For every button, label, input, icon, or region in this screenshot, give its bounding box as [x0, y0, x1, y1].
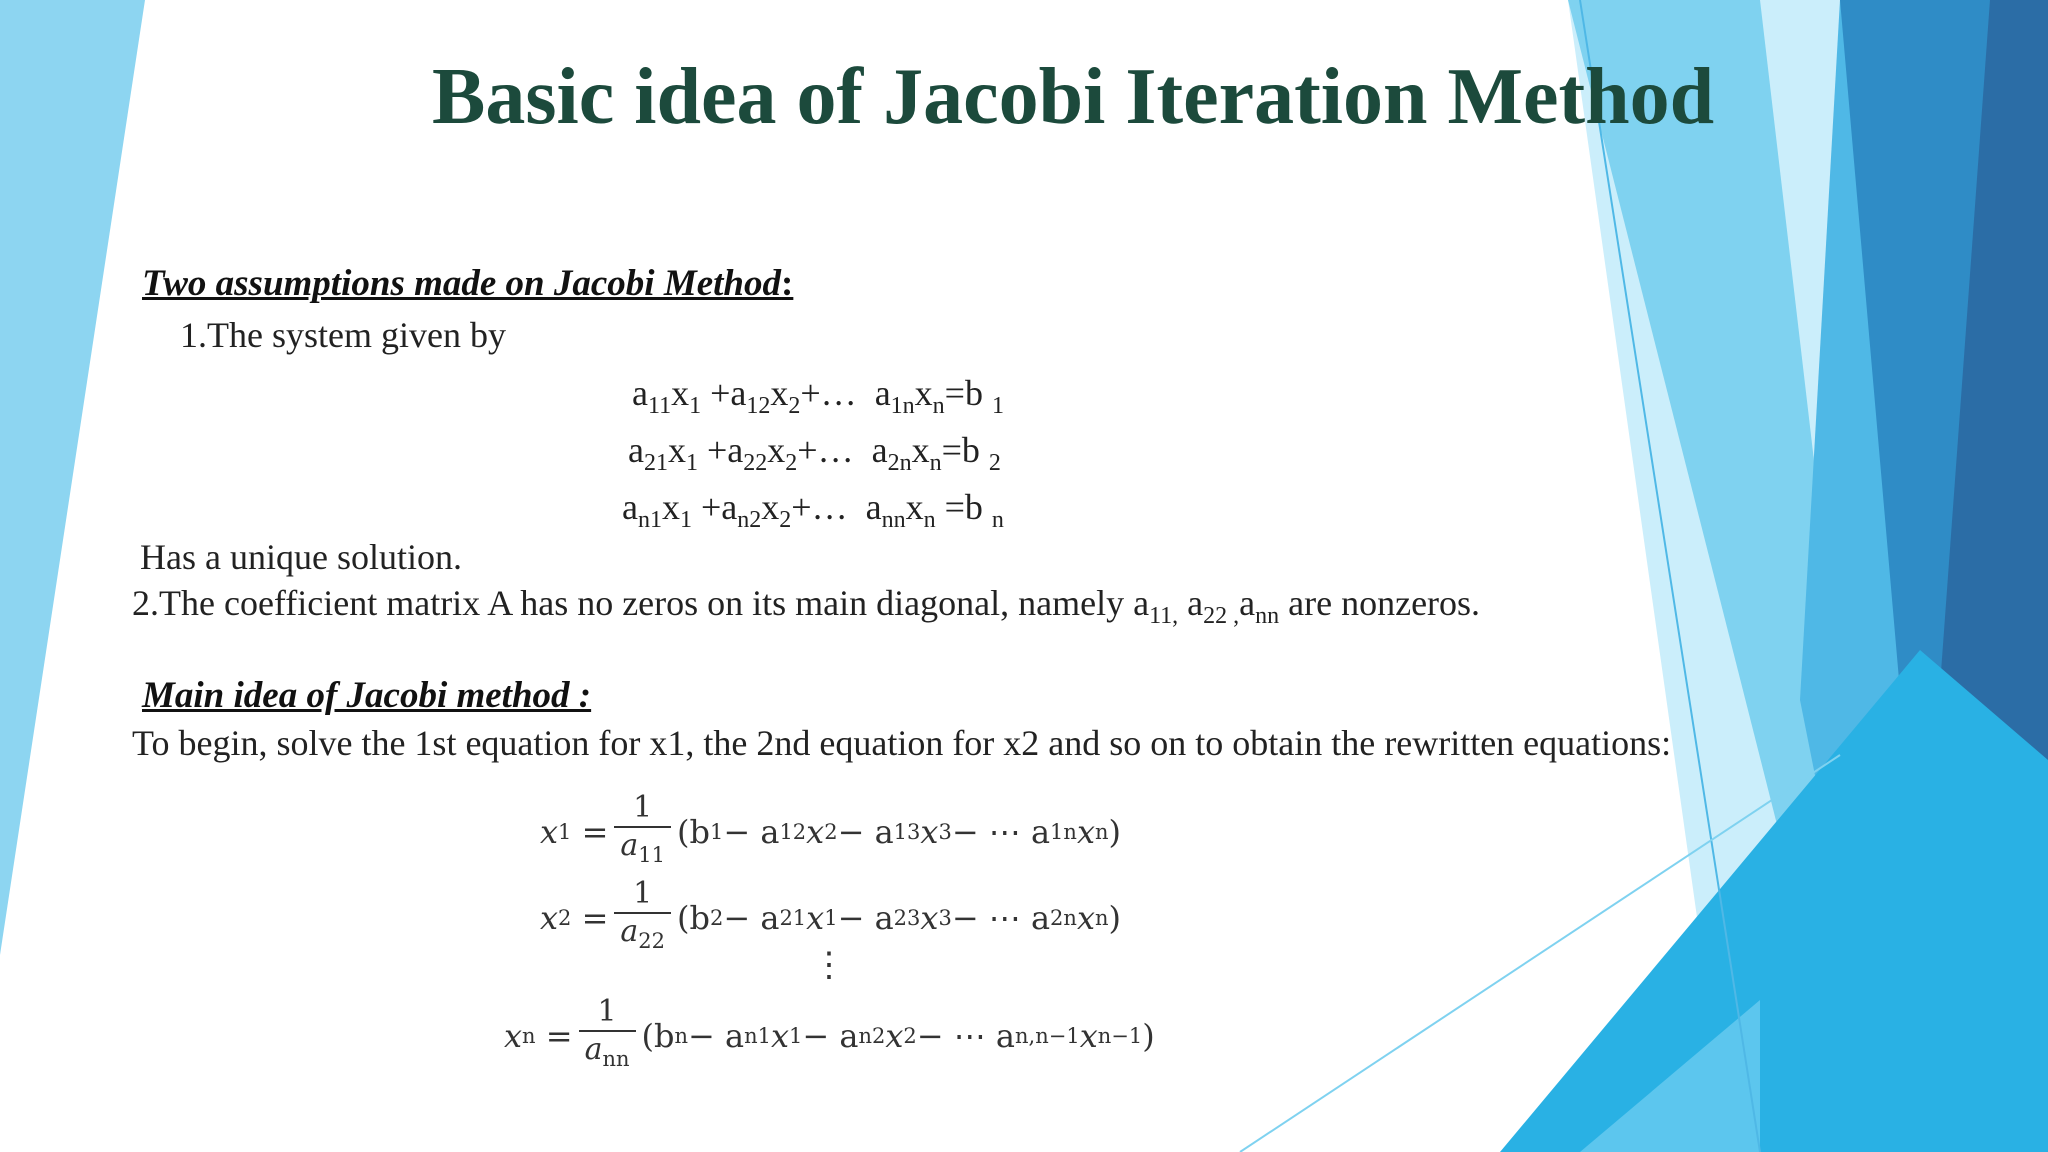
- fraction-1: $\frac{1}{a_{11}}$: [614, 790, 671, 873]
- fraction-2: $\frac{1}{a_{22}}$: [614, 876, 671, 959]
- slide-title: Basic idea of Jacobi Iteration Method: [432, 53, 1715, 141]
- system-equation-3: $a_{n1}x_1$ $+a_{n2}x_2+\dots$ $a_{nn}x_n =b$ $_n$: [622, 487, 1004, 534]
- left-accent-shape: [0, 0, 145, 955]
- jacobi-formula-2: x 2 = $\frac{1}{a_{22}}$ (b 2 − a 21 x 1 − a 23 x 3 − ⋯ a 2n x n ): [540, 876, 1121, 959]
- main-idea-heading: Main idea of Jacobi method :: [142, 675, 592, 716]
- jacobi-formula-1: x 1 = $\frac{1}{a_{11}}$ (b 1 − a 12 x 2 − a 13 x 3 − ⋯ a 1n x n ): [540, 790, 1121, 873]
- jacobi-formula-n: x n = $\frac{1}{a_{nn}}$ (b n − a n1 x 1 − a n2 x 2 − ⋯ a n,n−1 x n−1 ): [504, 994, 1155, 1077]
- point-1-text: 1.The system given by: [180, 315, 506, 355]
- system-equation-1: $a_{11}x_1$ $+a_{12}x_2+\dots$ $a_{1n}x_n=b$ $_1$: [632, 373, 1004, 420]
- point-2-text: 2.The coefficient matrix A has no zeros on its main diagonal, namely $a_{11,}$ $a_{22 ,}a_{nn}$ are nonzeros.: [132, 583, 1481, 630]
- fraction-n: $\frac{1}{a_{nn}}$: [579, 994, 636, 1077]
- unique-solution-text: Has a unique solution.: [140, 537, 462, 577]
- assumptions-heading: Two assumptions made on Jacobi Method:: [142, 263, 794, 304]
- vertical-ellipsis: ⋮: [812, 947, 846, 984]
- system-equation-2: $a_{21}x_1$ $+a_{22}x_2+\dots$ $a_{2n}x_n=b$ $_2$: [628, 430, 1001, 477]
- main-idea-intro: To begin, solve the 1st equation for x1, the 2nd equation for x2 and so on to obtain the rewritten equations:: [132, 723, 1672, 763]
